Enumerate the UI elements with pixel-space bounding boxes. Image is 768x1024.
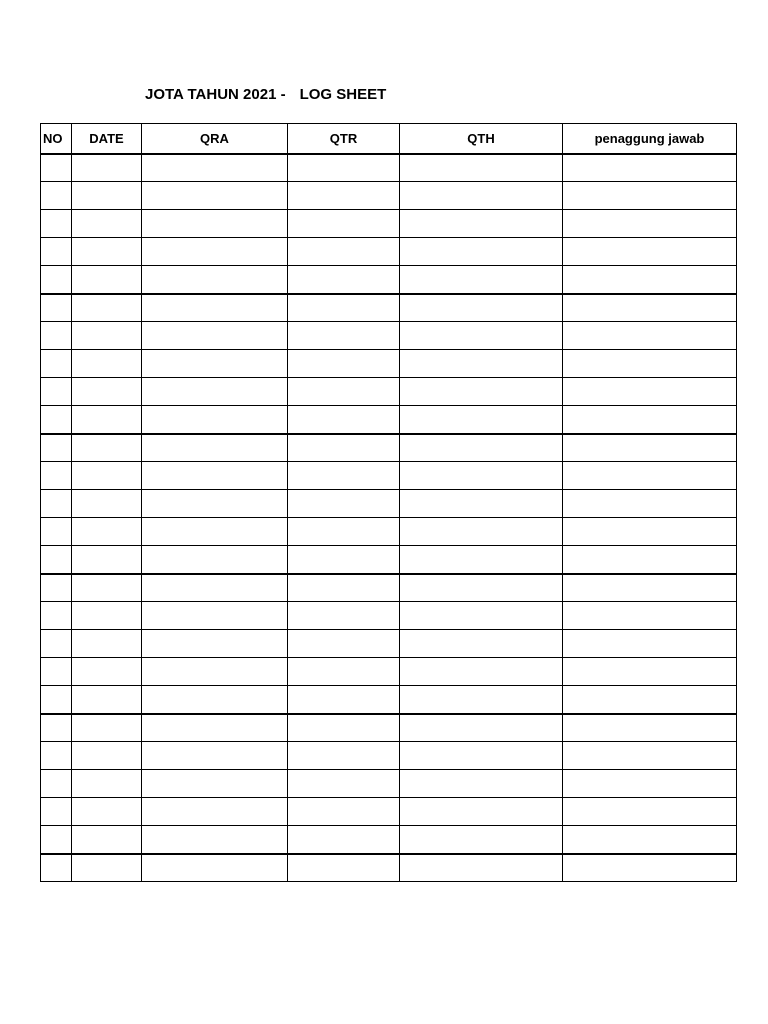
cell-date bbox=[72, 462, 142, 490]
cell-qra bbox=[142, 602, 288, 630]
column-header-qra: QRA bbox=[142, 124, 288, 154]
cell-qth bbox=[400, 434, 563, 462]
cell-date bbox=[72, 658, 142, 686]
cell-qra bbox=[142, 546, 288, 574]
cell-qtr bbox=[288, 490, 400, 518]
cell-penanggung-jawab bbox=[563, 714, 737, 742]
cell-qth bbox=[400, 770, 563, 798]
cell-qth bbox=[400, 490, 563, 518]
cell-penanggung-jawab bbox=[563, 406, 737, 434]
table-row bbox=[41, 462, 737, 490]
cell-date bbox=[72, 294, 142, 322]
cell-no bbox=[41, 378, 72, 406]
cell-qth bbox=[400, 686, 563, 714]
cell-qra bbox=[142, 266, 288, 294]
cell-qtr bbox=[288, 210, 400, 238]
cell-qra bbox=[142, 322, 288, 350]
cell-no bbox=[41, 574, 72, 602]
cell-penanggung-jawab bbox=[563, 266, 737, 294]
cell-qth bbox=[400, 518, 563, 546]
table-row bbox=[41, 658, 737, 686]
table-row bbox=[41, 434, 737, 462]
cell-no bbox=[41, 630, 72, 658]
cell-penanggung-jawab bbox=[563, 854, 737, 882]
table-row bbox=[41, 574, 737, 602]
cell-qtr bbox=[288, 350, 400, 378]
cell-qtr bbox=[288, 378, 400, 406]
cell-penanggung-jawab bbox=[563, 182, 737, 210]
cell-no bbox=[41, 658, 72, 686]
title-left: JOTA TAHUN 2021 - bbox=[145, 86, 286, 103]
cell-penanggung-jawab bbox=[563, 210, 737, 238]
cell-no bbox=[41, 602, 72, 630]
table-row bbox=[41, 490, 737, 518]
cell-qth bbox=[400, 574, 563, 602]
cell-qra bbox=[142, 798, 288, 826]
cell-date bbox=[72, 714, 142, 742]
cell-penanggung-jawab bbox=[563, 686, 737, 714]
cell-date bbox=[72, 154, 142, 182]
cell-no bbox=[41, 714, 72, 742]
column-header-qtr: QTR bbox=[288, 124, 400, 154]
table-row bbox=[41, 378, 737, 406]
cell-qra bbox=[142, 434, 288, 462]
table-row bbox=[41, 322, 737, 350]
cell-qth bbox=[400, 630, 563, 658]
cell-penanggung-jawab bbox=[563, 798, 737, 826]
table-row bbox=[41, 742, 737, 770]
cell-qth bbox=[400, 826, 563, 854]
cell-qra bbox=[142, 518, 288, 546]
table-row bbox=[41, 686, 737, 714]
page-title bbox=[145, 86, 386, 103]
cell-date bbox=[72, 322, 142, 350]
cell-penanggung-jawab bbox=[563, 462, 737, 490]
cell-date bbox=[72, 574, 142, 602]
cell-penanggung-jawab bbox=[563, 770, 737, 798]
cell-penanggung-jawab bbox=[563, 826, 737, 854]
cell-penanggung-jawab bbox=[563, 154, 737, 182]
cell-penanggung-jawab bbox=[563, 518, 737, 546]
cell-qtr bbox=[288, 266, 400, 294]
log-table bbox=[40, 123, 737, 882]
cell-qth bbox=[400, 350, 563, 378]
cell-date bbox=[72, 854, 142, 882]
cell-qra bbox=[142, 574, 288, 602]
cell-qth bbox=[400, 322, 563, 350]
cell-qtr bbox=[288, 574, 400, 602]
cell-qtr bbox=[288, 546, 400, 574]
cell-no bbox=[41, 518, 72, 546]
cell-no bbox=[41, 854, 72, 882]
table-row bbox=[41, 406, 737, 434]
cell-date bbox=[72, 518, 142, 546]
cell-date bbox=[72, 378, 142, 406]
cell-penanggung-jawab bbox=[563, 742, 737, 770]
cell-qtr bbox=[288, 742, 400, 770]
cell-no bbox=[41, 490, 72, 518]
table-row bbox=[41, 266, 737, 294]
cell-qth bbox=[400, 798, 563, 826]
header-row bbox=[41, 124, 737, 154]
cell-no bbox=[41, 770, 72, 798]
title-right: LOG SHEET bbox=[299, 86, 387, 103]
cell-qra bbox=[142, 742, 288, 770]
table-row bbox=[41, 798, 737, 826]
cell-qtr bbox=[288, 518, 400, 546]
cell-qtr bbox=[288, 826, 400, 854]
cell-qth bbox=[400, 238, 563, 266]
cell-no bbox=[41, 406, 72, 434]
cell-qtr bbox=[288, 854, 400, 882]
cell-penanggung-jawab bbox=[563, 490, 737, 518]
log-body bbox=[41, 154, 737, 882]
cell-qth bbox=[400, 210, 563, 238]
cell-no bbox=[41, 798, 72, 826]
cell-qra bbox=[142, 350, 288, 378]
cell-penanggung-jawab bbox=[563, 602, 737, 630]
cell-qth bbox=[400, 378, 563, 406]
table-row bbox=[41, 210, 737, 238]
column-header-qth: QTH bbox=[400, 124, 563, 154]
cell-qtr bbox=[288, 294, 400, 322]
cell-no bbox=[41, 294, 72, 322]
cell-qtr bbox=[288, 434, 400, 462]
cell-qtr bbox=[288, 770, 400, 798]
cell-no bbox=[41, 182, 72, 210]
cell-qtr bbox=[288, 798, 400, 826]
cell-qra bbox=[142, 490, 288, 518]
cell-qra bbox=[142, 658, 288, 686]
cell-no bbox=[41, 238, 72, 266]
table-row bbox=[41, 350, 737, 378]
table-row bbox=[41, 154, 737, 182]
table-row bbox=[41, 518, 737, 546]
cell-date bbox=[72, 770, 142, 798]
cell-penanggung-jawab bbox=[563, 630, 737, 658]
cell-no bbox=[41, 266, 72, 294]
cell-qra bbox=[142, 378, 288, 406]
table-row bbox=[41, 238, 737, 266]
cell-qra bbox=[142, 462, 288, 490]
cell-qra bbox=[142, 854, 288, 882]
cell-no bbox=[41, 322, 72, 350]
cell-qtr bbox=[288, 714, 400, 742]
cell-qth bbox=[400, 294, 563, 322]
cell-date bbox=[72, 350, 142, 378]
cell-qra bbox=[142, 294, 288, 322]
cell-penanggung-jawab bbox=[563, 574, 737, 602]
cell-qra bbox=[142, 182, 288, 210]
cell-qtr bbox=[288, 658, 400, 686]
table-row bbox=[41, 602, 737, 630]
cell-qtr bbox=[288, 602, 400, 630]
cell-date bbox=[72, 182, 142, 210]
cell-penanggung-jawab bbox=[563, 658, 737, 686]
column-header-penanggung-jawab: penaggung jawab bbox=[563, 124, 737, 154]
cell-qtr bbox=[288, 462, 400, 490]
cell-date bbox=[72, 798, 142, 826]
table-row bbox=[41, 854, 737, 882]
cell-date bbox=[72, 406, 142, 434]
cell-penanggung-jawab bbox=[563, 294, 737, 322]
cell-date bbox=[72, 602, 142, 630]
cell-qra bbox=[142, 714, 288, 742]
cell-qth bbox=[400, 266, 563, 294]
cell-qtr bbox=[288, 406, 400, 434]
table-row bbox=[41, 826, 737, 854]
cell-penanggung-jawab bbox=[563, 378, 737, 406]
cell-qtr bbox=[288, 686, 400, 714]
cell-date bbox=[72, 434, 142, 462]
cell-qth bbox=[400, 742, 563, 770]
cell-penanggung-jawab bbox=[563, 350, 737, 378]
cell-date bbox=[72, 266, 142, 294]
table-row bbox=[41, 714, 737, 742]
cell-qth bbox=[400, 714, 563, 742]
cell-date bbox=[72, 686, 142, 714]
cell-qra bbox=[142, 406, 288, 434]
cell-no bbox=[41, 154, 72, 182]
cell-qth bbox=[400, 658, 563, 686]
cell-qra bbox=[142, 238, 288, 266]
cell-date bbox=[72, 210, 142, 238]
cell-date bbox=[72, 238, 142, 266]
cell-qth bbox=[400, 406, 563, 434]
cell-qth bbox=[400, 854, 563, 882]
cell-penanggung-jawab bbox=[563, 322, 737, 350]
table-row bbox=[41, 630, 737, 658]
column-header-date: DATE bbox=[72, 124, 142, 154]
table-row bbox=[41, 770, 737, 798]
cell-qra bbox=[142, 826, 288, 854]
column-header-no: NO bbox=[41, 124, 72, 154]
cell-penanggung-jawab bbox=[563, 434, 737, 462]
cell-qth bbox=[400, 462, 563, 490]
cell-qth bbox=[400, 154, 563, 182]
cell-qra bbox=[142, 770, 288, 798]
cell-no bbox=[41, 742, 72, 770]
cell-qtr bbox=[288, 182, 400, 210]
cell-penanggung-jawab bbox=[563, 546, 737, 574]
cell-date bbox=[72, 546, 142, 574]
cell-qra bbox=[142, 154, 288, 182]
cell-qth bbox=[400, 602, 563, 630]
cell-no bbox=[41, 826, 72, 854]
cell-date bbox=[72, 490, 142, 518]
cell-no bbox=[41, 546, 72, 574]
cell-qtr bbox=[288, 322, 400, 350]
cell-qtr bbox=[288, 238, 400, 266]
table-row bbox=[41, 294, 737, 322]
table-row bbox=[41, 182, 737, 210]
cell-date bbox=[72, 826, 142, 854]
cell-qra bbox=[142, 630, 288, 658]
cell-qra bbox=[142, 686, 288, 714]
table-row bbox=[41, 546, 737, 574]
cell-no bbox=[41, 434, 72, 462]
cell-qra bbox=[142, 210, 288, 238]
cell-no bbox=[41, 686, 72, 714]
cell-date bbox=[72, 630, 142, 658]
cell-date bbox=[72, 742, 142, 770]
cell-qth bbox=[400, 182, 563, 210]
cell-no bbox=[41, 462, 72, 490]
cell-no bbox=[41, 350, 72, 378]
cell-penanggung-jawab bbox=[563, 238, 737, 266]
cell-qth bbox=[400, 546, 563, 574]
cell-qtr bbox=[288, 154, 400, 182]
cell-no bbox=[41, 210, 72, 238]
cell-qtr bbox=[288, 630, 400, 658]
